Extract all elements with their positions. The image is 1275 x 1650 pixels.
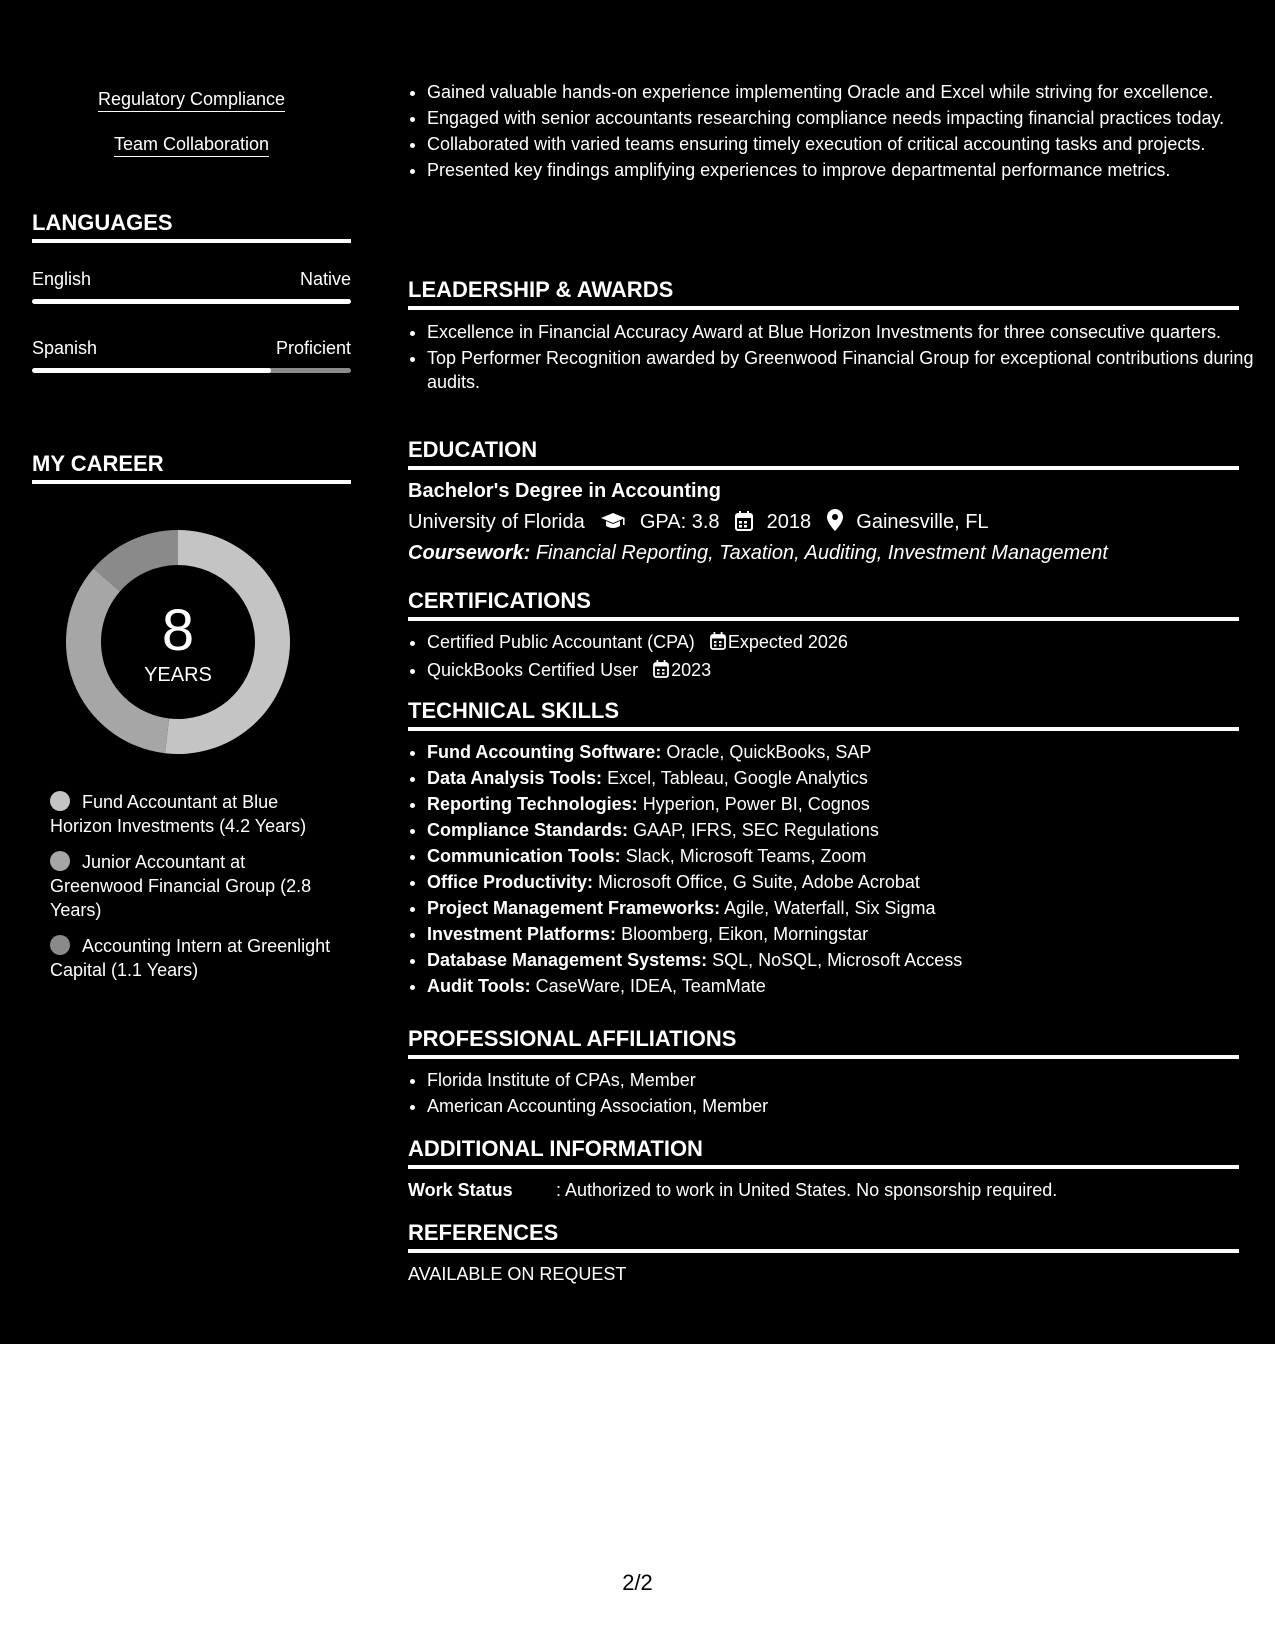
certifications-heading: CERTIFICATIONS <box>408 587 1239 621</box>
education-degree: Bachelor's Degree in Accounting <box>408 480 721 502</box>
calendar-icon <box>735 511 753 538</box>
skill-values: SQL, NoSQL, Microsoft Access <box>712 950 963 970</box>
list-item <box>427 792 1258 816</box>
career-years-unit: YEARS <box>144 664 212 686</box>
list-item <box>427 818 1258 842</box>
skill-category: Project Management Frameworks: <box>427 898 721 918</box>
skill-category: Compliance Standards: <box>427 820 629 840</box>
skill-category: Data Analysis Tools: <box>427 768 603 788</box>
legend-dot-icon <box>50 935 70 955</box>
skill-values: Microsoft Office, G Suite, Adobe Acrobat <box>598 872 920 892</box>
language-bar-fill <box>32 299 351 304</box>
references-heading: REFERENCES <box>408 1219 1239 1253</box>
leadership-list <box>408 320 1258 396</box>
donut-segment <box>66 568 169 753</box>
technical-skills-list <box>408 740 1258 1000</box>
career-legend-item: Fund Accountant at Blue Horizon Investments (4.2 Years) <box>50 792 307 836</box>
list-item <box>427 870 1258 894</box>
skill-tag: Team Collaboration <box>32 133 351 157</box>
list-item: • Engaged with senior accountants researching compliance needs impacting financial practices today. <box>427 106 1258 130</box>
skill-category: Audit Tools: <box>427 976 531 996</box>
skill-values: Oracle, QuickBooks, SAP <box>666 742 872 762</box>
skill-category: Fund Accounting Software: <box>427 742 662 762</box>
language-level: Proficient <box>275 338 351 358</box>
list-item: • Presented key findings amplifying experiences to improve departmental performance metrics. <box>427 158 1258 182</box>
affiliations-heading: PROFESSIONAL AFFILIATIONS <box>408 1025 1239 1059</box>
skill-values: Hyperion, Power BI, Cognos <box>642 794 870 814</box>
language-bar <box>32 299 351 304</box>
language-level: Native <box>299 269 351 289</box>
skill-tag: Regulatory Compliance <box>32 88 351 112</box>
language-name: Spanish <box>32 338 98 358</box>
work-status-label: Work Status <box>408 1180 513 1200</box>
career-donut-chart <box>66 530 290 754</box>
calendar-icon <box>710 632 726 656</box>
coursework-label: Coursework: <box>408 542 531 564</box>
additional-info-heading: ADDITIONAL INFORMATION <box>408 1135 1239 1169</box>
skill-values: Bloomberg, Eikon, Morningstar <box>621 924 869 944</box>
skill-values: GAAP, IFRS, SEC Regulations <box>633 820 879 840</box>
location-pin-icon <box>827 509 843 538</box>
language-name: English <box>32 269 92 289</box>
page-number: 2/2 <box>622 1570 653 1595</box>
list-item <box>427 740 1258 764</box>
skill-values: Agile, Waterfall, Six Sigma <box>724 898 936 918</box>
education-coursework <box>408 540 1108 566</box>
affiliations-list <box>408 1068 1258 1120</box>
list-item: • Top Performer Recognition awarded by Greenwood Financial Group for exceptional contributions during audits. <box>427 346 1258 394</box>
skill-values: CaseWare, IDEA, TeamMate <box>535 976 766 996</box>
career-legend-item: Accounting Intern at Greenlight Capital (1.1 Years) <box>50 936 331 980</box>
experience-bullets <box>408 80 1258 184</box>
language-row <box>32 337 351 363</box>
legend-dot-icon <box>50 851 70 871</box>
work-status <box>408 1178 1057 1202</box>
languages-heading: LANGUAGES <box>32 209 351 243</box>
skill-category: Reporting Technologies: <box>427 794 638 814</box>
list-item <box>427 974 1258 998</box>
list-item: • American Accounting Association, Member <box>427 1094 1258 1118</box>
list-item: • Excellence in Financial Accuracy Award at Blue Horizon Investments for three consecutive quarters. <box>427 320 1258 344</box>
graduation-cap-icon <box>600 511 626 538</box>
skill-category: Investment Platforms: <box>427 924 617 944</box>
coursework-value: Financial Reporting, Taxation, Auditing, Investment Management <box>535 542 1108 564</box>
education-meta <box>408 509 989 538</box>
legend-dot-icon <box>50 791 70 811</box>
skill-category: Communication Tools: <box>427 846 621 866</box>
education-school: University of Florida <box>408 511 585 533</box>
career-heading: MY CAREER <box>32 450 351 484</box>
education-location: Gainesville, FL <box>856 511 989 533</box>
skill-category: Office Productivity: <box>427 872 594 892</box>
career-legend <box>50 790 340 994</box>
education-heading: EDUCATION <box>408 436 1239 470</box>
list-item: • QuickBooks Certified User 2023 <box>427 658 1258 684</box>
language-bar <box>32 368 351 373</box>
list-item <box>427 922 1258 946</box>
education-gpa: GPA: 3.8 <box>639 511 720 533</box>
list-item: • Collaborated with varied teams ensuring timely execution of critical accounting tasks and projects. <box>427 132 1258 156</box>
education-year: 2018 <box>766 511 812 533</box>
certifications-list <box>408 630 1258 686</box>
list-item <box>427 896 1258 920</box>
work-status-value: : Authorized to work in United States. No sponsorship required. <box>556 1180 1058 1200</box>
list-item <box>427 766 1258 790</box>
career-legend-item: Junior Accountant at Greenwood Financial Group (2.8 Years) <box>50 852 312 920</box>
skill-values: Excel, Tableau, Google Analytics <box>607 768 868 788</box>
leadership-heading: LEADERSHIP & AWARDS <box>408 276 1239 310</box>
skill-category: Database Management Systems: <box>427 950 708 970</box>
calendar-icon <box>653 660 669 684</box>
career-years-number: 8 <box>161 598 195 663</box>
list-item: • Certified Public Accountant (CPA) Expected 2026 <box>427 630 1258 656</box>
list-item <box>427 844 1258 868</box>
language-row <box>32 268 351 294</box>
references-text: AVAILABLE ON REQUEST <box>408 1264 627 1284</box>
list-item <box>427 948 1258 972</box>
language-bar-fill <box>32 368 271 373</box>
skill-values: Slack, Microsoft Teams, Zoom <box>625 846 867 866</box>
list-item: • Florida Institute of CPAs, Member <box>427 1068 1258 1092</box>
technical-skills-heading: TECHNICAL SKILLS <box>408 697 1239 731</box>
list-item: • Gained valuable hands-on experience implementing Oracle and Excel while striving for excellence. <box>427 80 1258 104</box>
